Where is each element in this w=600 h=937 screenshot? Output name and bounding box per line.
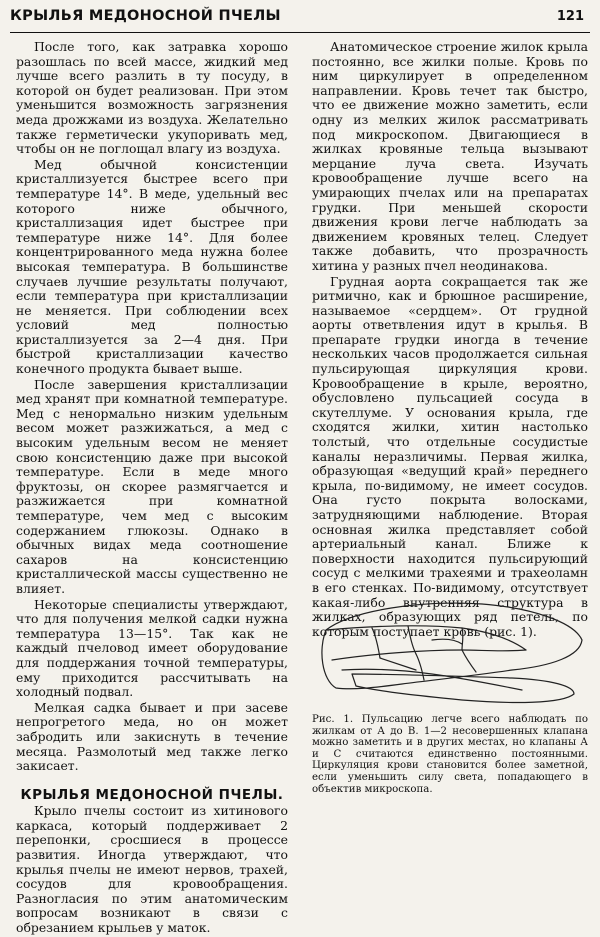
figure-caption: Рис. 1. Пульсацию легче всего наблюдать по жилкам от А до В. 1—2 несовершенных клапана можно заметить и в других местах, но клапаны А и С считаются единственно постоянными. Циркуляция крови становится более заметной, если уменьшить силу света, попадающего в объектив микроскопа. (312, 714, 588, 795)
paragraph: Мелкая садка бывает и при засеве непрогретого меда, но он может забродить или закиснуть в течение месяца. Размолотый мед также легко закисает. (16, 699, 288, 774)
right-column (312, 40, 588, 640)
bee-wing-illustration (312, 600, 588, 710)
running-title: КРЫЛЬЯ МЕДОНОСНОЙ ПЧЕЛЫ (10, 8, 281, 24)
page-header (10, 4, 590, 30)
paragraph: Некоторые специалисты утверждают, что для получения мелкой садки нужна температура 13—15°. Так как не каждый пчеловод имеет оборудование для поддержания точной температуры, ему приходится рассчитывать на холодный подвал. (16, 596, 288, 700)
section-heading: КРЫЛЬЯ МЕДОНОСНОЙ ПЧЕЛЫ. (20, 786, 284, 803)
page-number: 121 (556, 9, 584, 24)
paragraph: Мед обычной консистенции кристаллизуется быстрее всего при температуре 14°. В меде, удельный вес которого ниже обычного, кристаллизация идет быстрее при температуре ниже 14°. Для более концентрированного меда нужна более высокая температура. В большинстве случаев лучшие результаты получают, если температура при кристаллизации не меняется. При соблюдении всех условий мед полностью кристаллизуется за 2—4 дня. При быстрой кристаллизации качество конечного продукта бывает выше. (16, 156, 288, 377)
paragraph: Анатомическое строение жилок крыла постоянно, все жилки полые. Кровь по ним циркулирует в определенном направлении. Кровь течет так быстро, что ее движение можно заметить, если одну из мелких жилок рассматривать под микроскопом. Двигающиеся в жилках кровяные тельца вызывают мерцание луча света. Изучать кровообращение лучше всего на умирающих пчелах или на препаратах грудки. При меньшей скорости движения крови легче наблюдать за движением кровяных телец. Следует также добавить, что прозрачность хитина у разных пчел неодинакова. (312, 39, 588, 273)
paragraph: Крыло пчелы состоит из хитинового каркаса, который поддерживает 2 перепонки, сросшиеся в процессе развития. Иногда утверждают, что крылья пчелы не имеют нервов, трахей, сосудов для кровообращения. Разногласия по этим анатомическим вопросам возникают в связи с обрезанием крыльев у маток. (16, 803, 288, 936)
paragraph: После завершения кристаллизации мед хранят при комнатной температуре. Мед с ненормально низким удельным весом может разжижаться, а мед с высоким удельным весом не меняет свою консистенцию даже при высокой температуре. Если в меде много фруктозы, он скорее размягчается и разжижается при комнатной температуре, чем мед с высоким содержанием глюкозы. Однако в обычных видах меда соотношение сахаров на консистенцию кристаллической массы существенно не влияет. (16, 376, 288, 596)
paragraph: Грудная аорта сокращается так же ритмично, как и брюшное расширение, называемое «сердцем». От грудной аорты ответвления идут в крылья. В препарате грудки иногда в течение нескольких часов продолжается сильная пульсирующая циркуляция крови. Кровообращение в крыле, вероятно, обусловлено пульсацией сосуда в скутеллуме. У основания крыла, где сходятся жилки, хитин настолько толстый, что отдельные сосудистые каналы неразличимы. Первая жилка, образующая «ведущий край» переднего крыла, по-видимому, не имеет сосудов. Она густо покрыта волосками, затрудняющими наблюдение. Вторая основная жилка представляет собой артериальный канал. Ближе к поверхности находится пульсирующий сосуд с мелкими трахеями и трахеоламн в его стенках. По-видимому, отсутствует какая-либо внутренняя структура в жилках, образующих ряд петель, по которым поступает кровь (рис. 1). (312, 273, 588, 639)
left-column (16, 40, 288, 937)
bee-wing-figure (312, 600, 588, 710)
header-rule (10, 32, 590, 33)
paragraph: После того, как затравка хорошо разошлась по всей массе, жидкий мед лучше всего разлить в ту посуду, в которой он будет реализован. При этом уменьшится возможность загрязнения меда дрожжами из воздуха. Желательно также герметически укупоривать мед, чтобы он не поглощал влагу из воздуха. (16, 39, 288, 157)
